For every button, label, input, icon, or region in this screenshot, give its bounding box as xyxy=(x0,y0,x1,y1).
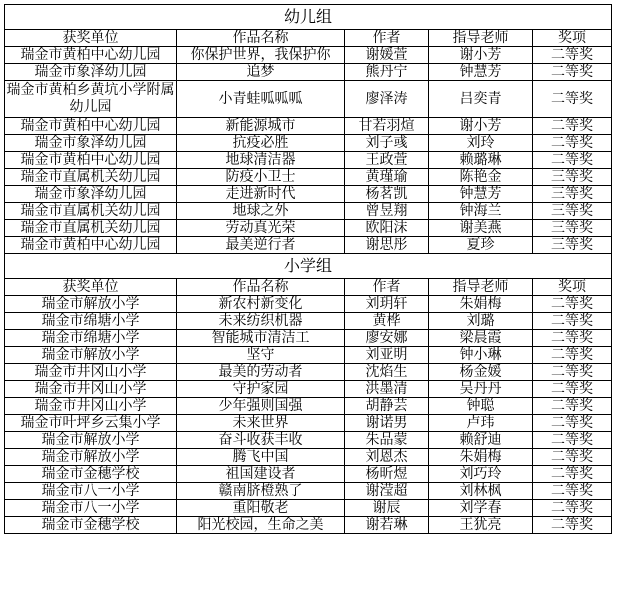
cell-award: 三等奖 xyxy=(533,203,612,220)
cell-author: 谢媛萱 xyxy=(345,47,429,64)
cell-award: 二等奖 xyxy=(533,415,612,432)
cell-award: 二等奖 xyxy=(533,500,612,517)
cell-work: 走进新时代 xyxy=(177,186,345,203)
column-header-work: 作品名称 xyxy=(177,30,345,47)
cell-teacher: 朱娟梅 xyxy=(429,449,533,466)
cell-author: 熊丹宁 xyxy=(345,64,429,81)
cell-work: 守护家园 xyxy=(177,381,345,398)
cell-teacher: 谢美燕 xyxy=(429,220,533,237)
cell-unit: 瑞金市叶坪乡云集小学 xyxy=(5,415,177,432)
cell-teacher: 钟慧芳 xyxy=(429,64,533,81)
cell-award: 二等奖 xyxy=(533,47,612,64)
cell-author: 廖安娜 xyxy=(345,330,429,347)
cell-author: 刘玥轩 xyxy=(345,296,429,313)
cell-award: 二等奖 xyxy=(533,330,612,347)
cell-teacher: 钟聪 xyxy=(429,398,533,415)
table-row xyxy=(5,466,612,483)
cell-author: 胡静芸 xyxy=(345,398,429,415)
cell-author: 朱品蒙 xyxy=(345,432,429,449)
cell-unit: 瑞金市井冈山小学 xyxy=(5,364,177,381)
cell-unit: 瑞金市直属机关幼儿园 xyxy=(5,169,177,186)
cell-teacher: 钟小琳 xyxy=(429,347,533,364)
cell-teacher: 赖璐琳 xyxy=(429,152,533,169)
cell-author: 曾昱翔 xyxy=(345,203,429,220)
cell-work: 劳动真光荣 xyxy=(177,220,345,237)
cell-author: 沈焰生 xyxy=(345,364,429,381)
cell-teacher: 谢小芳 xyxy=(429,47,533,64)
cell-work: 祖国建设者 xyxy=(177,466,345,483)
table-row xyxy=(5,483,612,500)
cell-unit: 瑞金市解放小学 xyxy=(5,449,177,466)
cell-teacher: 吴丹丹 xyxy=(429,381,533,398)
cell-unit: 瑞金市象泽幼儿园 xyxy=(5,135,177,152)
cell-award: 二等奖 xyxy=(533,449,612,466)
cell-award: 二等奖 xyxy=(533,381,612,398)
cell-unit: 瑞金市金穗学校 xyxy=(5,517,177,534)
cell-work: 小青蛙呱呱呱 xyxy=(177,81,345,118)
column-header-unit: 获奖单位 xyxy=(5,30,177,47)
cell-unit: 瑞金市黄柏乡黄坑小学附属幼儿园 xyxy=(5,81,177,118)
cell-author: 洪墨清 xyxy=(345,381,429,398)
cell-award: 三等奖 xyxy=(533,169,612,186)
table-row xyxy=(5,449,612,466)
cell-author: 廖泽涛 xyxy=(345,81,429,118)
table-row xyxy=(5,186,612,203)
cell-award: 三等奖 xyxy=(533,220,612,237)
cell-award: 二等奖 xyxy=(533,64,612,81)
cell-author: 甘若羽煊 xyxy=(345,118,429,135)
table-row xyxy=(5,203,612,220)
table-row xyxy=(5,415,612,432)
cell-teacher: 钟慧芳 xyxy=(429,186,533,203)
column-header-teacher: 指导老师 xyxy=(429,279,533,296)
cell-work: 重阳敬老 xyxy=(177,500,345,517)
cell-work: 新农村新变化 xyxy=(177,296,345,313)
group-title-row xyxy=(5,5,612,30)
table-row xyxy=(5,500,612,517)
cell-work: 新能源城市 xyxy=(177,118,345,135)
cell-work: 最美逆行者 xyxy=(177,237,345,254)
cell-work: 坚守 xyxy=(177,347,345,364)
cell-author: 王政萱 xyxy=(345,152,429,169)
table-row xyxy=(5,237,612,254)
cell-work: 少年强则国强 xyxy=(177,398,345,415)
cell-author: 黄桦 xyxy=(345,313,429,330)
cell-teacher: 梁晨霞 xyxy=(429,330,533,347)
cell-award: 二等奖 xyxy=(533,483,612,500)
cell-teacher: 吕奕青 xyxy=(429,81,533,118)
cell-work: 最美的劳动者 xyxy=(177,364,345,381)
table-row xyxy=(5,330,612,347)
cell-award: 二等奖 xyxy=(533,135,612,152)
cell-author: 黄瑾瑜 xyxy=(345,169,429,186)
cell-unit: 瑞金市八一小学 xyxy=(5,500,177,517)
cell-teacher: 钟海兰 xyxy=(429,203,533,220)
table-row xyxy=(5,398,612,415)
table-row xyxy=(5,47,612,64)
cell-unit: 瑞金市井冈山小学 xyxy=(5,398,177,415)
cell-teacher: 赖舒迪 xyxy=(429,432,533,449)
cell-unit: 瑞金市八一小学 xyxy=(5,483,177,500)
column-header-author: 作者 xyxy=(345,279,429,296)
table-row xyxy=(5,135,612,152)
group-title-row xyxy=(5,254,612,279)
cell-unit: 瑞金市井冈山小学 xyxy=(5,381,177,398)
cell-author: 谢滢超 xyxy=(345,483,429,500)
column-header-work: 作品名称 xyxy=(177,279,345,296)
table-row xyxy=(5,381,612,398)
cell-award: 三等奖 xyxy=(533,237,612,254)
cell-author: 谢思彤 xyxy=(345,237,429,254)
cell-teacher: 陈艳金 xyxy=(429,169,533,186)
column-header-unit: 获奖单位 xyxy=(5,279,177,296)
table-row xyxy=(5,118,612,135)
cell-award: 二等奖 xyxy=(533,313,612,330)
cell-unit: 瑞金市象泽幼儿园 xyxy=(5,186,177,203)
cell-teacher: 夏珍 xyxy=(429,237,533,254)
cell-teacher: 杨金媛 xyxy=(429,364,533,381)
cell-author: 谢辰 xyxy=(345,500,429,517)
table-row xyxy=(5,364,612,381)
cell-teacher: 刘璐 xyxy=(429,313,533,330)
table-row xyxy=(5,169,612,186)
cell-work: 防疫小卫士 xyxy=(177,169,345,186)
cell-award: 二等奖 xyxy=(533,517,612,534)
cell-teacher: 刘林枫 xyxy=(429,483,533,500)
cell-author: 杨茗凯 xyxy=(345,186,429,203)
table-row xyxy=(5,81,612,118)
cell-author: 刘恩杰 xyxy=(345,449,429,466)
cell-award: 二等奖 xyxy=(533,398,612,415)
cell-author: 欧阳沫 xyxy=(345,220,429,237)
cell-work: 智能城市清洁工 xyxy=(177,330,345,347)
cell-award: 二等奖 xyxy=(533,81,612,118)
cell-work: 赣南脐橙熟了 xyxy=(177,483,345,500)
cell-teacher: 王犹亮 xyxy=(429,517,533,534)
cell-work: 未来世界 xyxy=(177,415,345,432)
group-title: 小学组 xyxy=(5,254,612,279)
cell-unit: 瑞金市黄柏中心幼儿园 xyxy=(5,118,177,135)
award-table-body xyxy=(5,5,612,534)
header-row xyxy=(5,279,612,296)
cell-unit: 瑞金市黄柏中心幼儿园 xyxy=(5,237,177,254)
cell-teacher: 刘学春 xyxy=(429,500,533,517)
header-row xyxy=(5,30,612,47)
table-row xyxy=(5,432,612,449)
cell-unit: 瑞金市绵塘小学 xyxy=(5,313,177,330)
cell-unit: 瑞金市解放小学 xyxy=(5,347,177,364)
cell-author: 杨昕煜 xyxy=(345,466,429,483)
group-title: 幼儿组 xyxy=(5,5,612,30)
cell-award: 二等奖 xyxy=(533,118,612,135)
column-header-award: 奖项 xyxy=(533,279,612,296)
cell-unit: 瑞金市直属机关幼儿园 xyxy=(5,203,177,220)
cell-unit: 瑞金市解放小学 xyxy=(5,296,177,313)
table-row xyxy=(5,347,612,364)
table-row xyxy=(5,517,612,534)
cell-work: 阳光校园，生命之美 xyxy=(177,517,345,534)
cell-unit: 瑞金市绵塘小学 xyxy=(5,330,177,347)
column-header-teacher: 指导老师 xyxy=(429,30,533,47)
table-row xyxy=(5,220,612,237)
cell-unit: 瑞金市解放小学 xyxy=(5,432,177,449)
cell-teacher: 卢玮 xyxy=(429,415,533,432)
cell-unit: 瑞金市黄柏中心幼儿园 xyxy=(5,47,177,64)
column-header-award: 奖项 xyxy=(533,30,612,47)
cell-award: 二等奖 xyxy=(533,152,612,169)
cell-author: 谢诺男 xyxy=(345,415,429,432)
cell-award: 二等奖 xyxy=(533,347,612,364)
cell-author: 刘亚明 xyxy=(345,347,429,364)
cell-unit: 瑞金市直属机关幼儿园 xyxy=(5,220,177,237)
award-table xyxy=(4,4,612,534)
table-row xyxy=(5,313,612,330)
cell-work: 你保护世界，我保护你 xyxy=(177,47,345,64)
table-row xyxy=(5,64,612,81)
table-row xyxy=(5,152,612,169)
cell-unit: 瑞金市黄柏中心幼儿园 xyxy=(5,152,177,169)
cell-teacher: 刘巧玲 xyxy=(429,466,533,483)
cell-award: 二等奖 xyxy=(533,466,612,483)
cell-award: 三等奖 xyxy=(533,186,612,203)
column-header-author: 作者 xyxy=(345,30,429,47)
cell-teacher: 谢小芳 xyxy=(429,118,533,135)
cell-work: 腾飞中国 xyxy=(177,449,345,466)
cell-author: 刘子彧 xyxy=(345,135,429,152)
cell-unit: 瑞金市金穗学校 xyxy=(5,466,177,483)
cell-unit: 瑞金市象泽幼儿园 xyxy=(5,64,177,81)
cell-work: 追梦 xyxy=(177,64,345,81)
cell-award: 二等奖 xyxy=(533,432,612,449)
cell-work: 未来纺织机器 xyxy=(177,313,345,330)
cell-award: 二等奖 xyxy=(533,296,612,313)
cell-award: 二等奖 xyxy=(533,364,612,381)
cell-work: 奋斗收获丰收 xyxy=(177,432,345,449)
cell-work: 地球之外 xyxy=(177,203,345,220)
cell-work: 地球清洁器 xyxy=(177,152,345,169)
cell-work: 抗疫必胜 xyxy=(177,135,345,152)
cell-teacher: 刘玲 xyxy=(429,135,533,152)
cell-author: 谢若琳 xyxy=(345,517,429,534)
table-row xyxy=(5,296,612,313)
cell-teacher: 朱娟梅 xyxy=(429,296,533,313)
